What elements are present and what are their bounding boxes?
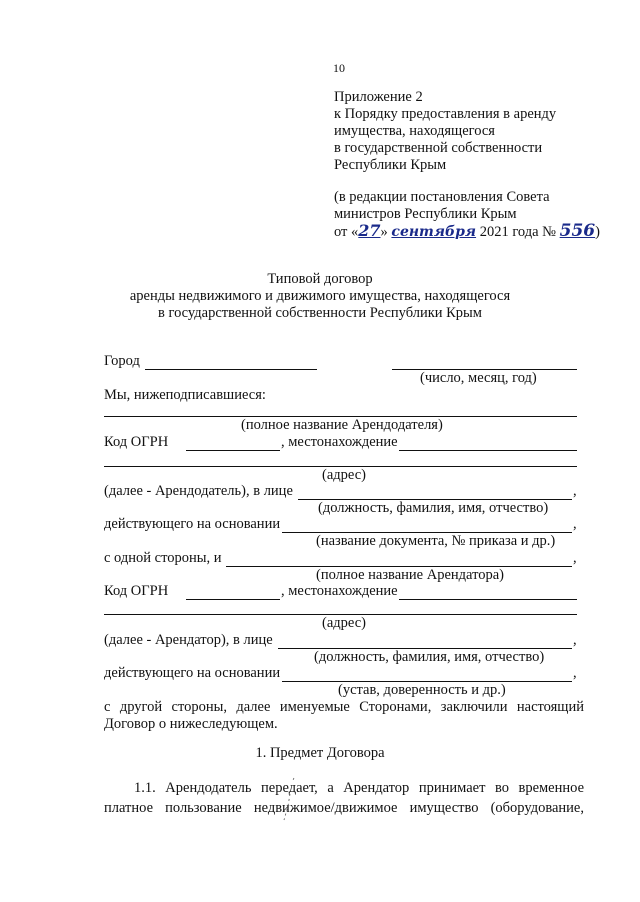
ogrn-label-1: Код ОГРН [104,434,169,450]
location-field-line-1[interactable] [399,450,577,451]
ogrn-field-line-2[interactable] [186,599,280,600]
document-page: 10 Приложение 2 к Порядку предоставления в аренду имущества, находящегося в государственной собственности Республики Крым (в редакции постановления Совета министров Республики Крым от «27» сентября 2021 года № 556) Типовой договор аренды недвижимого и движимого имущества, находящегося в государственной собственности Республики Крым Город (число, месяц, год) Мы, нижеподписавшиеся: (полное название Арендодателя) Код ОГРН , местонахождение (адрес) (далее - Арендодатель), в лице , (должность, фамилия, имя, отчество) действующего на основании , (название документа, № приказа и др.) с одной стороны, и , (полное название Арендатора) Код ОГРН , местонахождение (адрес) (далее - Арендатор), в лице , (должность, фамилия, имя, отчество) действующего на основании , (устав, доверенность и др.) с другой стороны, далее именуемые Сторонами, заключили настоящий Договор о нижеследующем. 1. Предмет Договора 1.1. Арендодатель передает, а Арендатор принимает во временное платное пользование недвижимое/движимое имущество (оборудование, [0,0,640,902]
ogrn-field-line-1[interactable] [186,450,280,451]
tenant-person-label: (далее - Арендатор), в лице [104,632,273,648]
landlord-person-label: (далее - Арендодатель), в лице [104,483,293,499]
section-1-paragraph-line-1: 1.1. Арендодатель передает, а Арендатор принимает во временное [134,780,584,796]
one-side-label: с одной стороны, и [104,550,222,566]
location-label-1: , местонахождение [281,434,398,450]
date-prefix: от « [334,224,359,240]
tenant-name-hint: (полное название Арендатора) [316,567,504,583]
date-month-handwritten: сентября [391,224,477,240]
title-line-3: в государственной собственности Республики Крым [158,305,482,321]
title-line-1: Типовой договор [267,271,373,287]
pen-mark-icon [280,776,300,824]
title-line-2: аренды недвижимого и движимого имущества, находящегося [129,288,511,304]
acting-basis-label-1: действующего на основании [104,516,281,532]
city-field-line[interactable] [145,369,317,370]
section-1-paragraph-line-2: платное пользование недвижимое/движимое имущество (оборудование, [104,800,584,816]
date-mid: » [380,224,388,240]
appendix-line-3: имущества, находящегося [334,123,495,139]
we-undersigned: Мы, нижеподписавшиеся: [104,387,266,403]
appendix-line-4: в государственной собственности [334,140,543,156]
appendix-line-1: Приложение 2 [334,89,423,105]
location-field-line-2[interactable] [399,599,577,600]
edition-line-2: министров Республики Крым [334,206,517,222]
date-hint: (число, месяц, год) [420,370,537,386]
date-year: 2021 года № [479,224,557,240]
document-hint: (название документа, № приказа и др.) [316,533,556,549]
date-close: ) [595,224,600,240]
edition-date-line [334,222,600,241]
ogrn-label-2: Код ОГРН [104,583,169,599]
city-label: Город [104,353,140,369]
page-number: 10 [333,61,345,75]
position-hint-2: (должность, фамилия, имя, отчество) [314,649,545,665]
position-hint-1: (должность, фамилия, имя, отчество) [318,500,549,516]
other-side-line-2: Договор о нижеследующем. [104,716,278,732]
acting-basis-label-2: действующего на основании [104,665,281,681]
address-hint-1: (адрес) [322,467,366,483]
date-day-handwritten: 27 [358,221,381,240]
edition-line-1: (в редакции постановления Совета [334,189,550,205]
date-number-handwritten: 556 [559,221,596,241]
appendix-line-5: Республики Крым [334,157,447,173]
landlord-name-hint: (полное название Арендодателя) [241,417,443,433]
address-hint-2: (адрес) [322,615,366,631]
section-1-heading: 1. Предмет Договора [255,745,385,761]
other-side-line-1: с другой стороны, далее именуемые Сторонами, заключили настоящий [104,699,584,715]
charter-hint: (устав, доверенность и др.) [338,682,506,698]
location-label-2: , местонахождение [281,583,398,599]
appendix-line-2: к Порядку предоставления в аренду [334,106,557,122]
